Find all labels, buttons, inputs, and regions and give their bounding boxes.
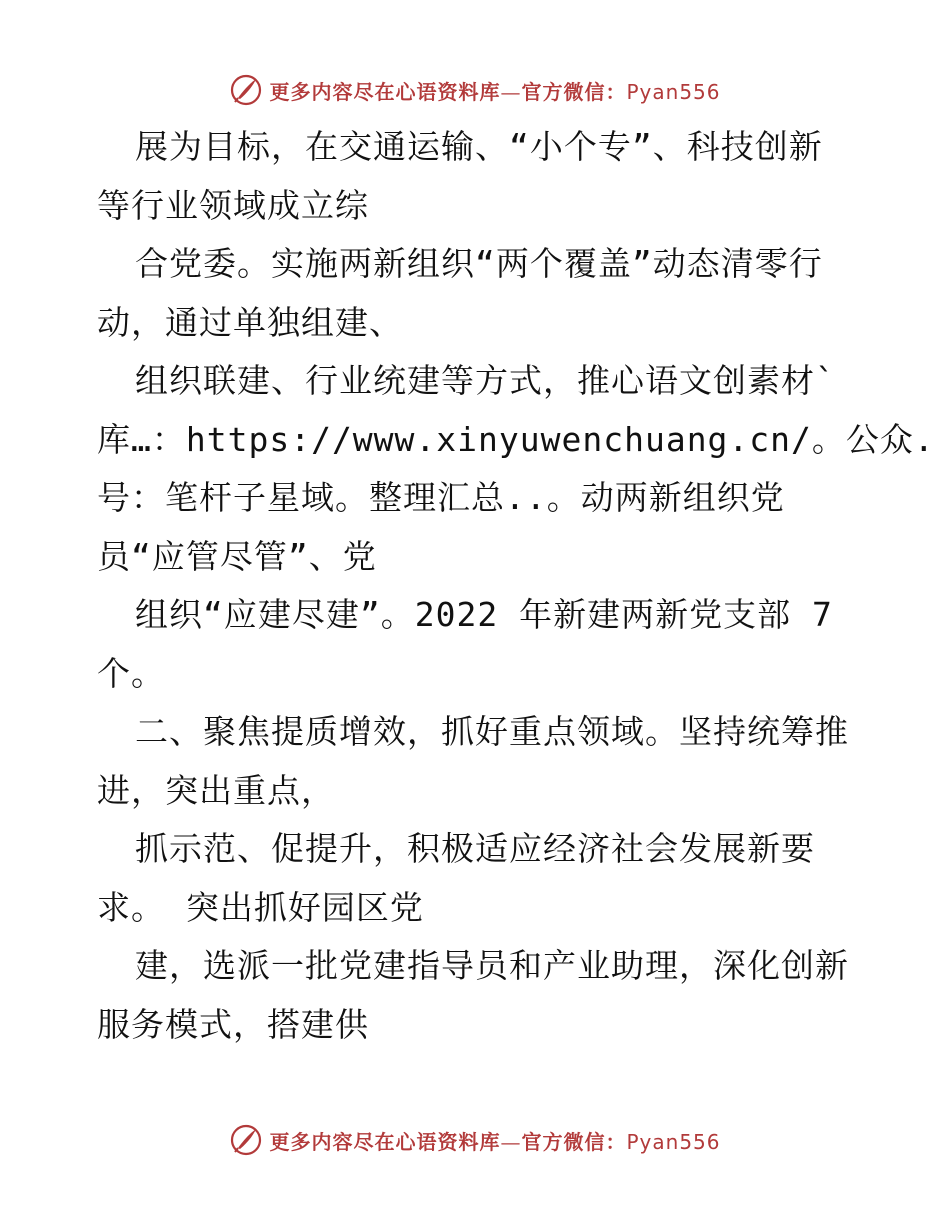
header-contact-id: Pyan556 xyxy=(626,79,721,104)
text-line: 个。 xyxy=(97,653,165,693)
text-line: 组织联建、行业统建等方式，推心语文创素材` xyxy=(135,361,836,400)
footer-brand-text: 更多内容尽在心语资料库 xyxy=(269,1129,501,1154)
footer-banner xyxy=(0,1120,950,1160)
text-line: 合党委。实施两新组织“两个覆盖”动态清零行 xyxy=(135,244,823,283)
footer-separator: — xyxy=(500,1129,522,1154)
feather-pen-icon xyxy=(229,1123,263,1157)
text-line: 二、聚焦提质增效，抓好重点领域。坚持统筹推 xyxy=(135,712,849,751)
text-line: 抓示范、促提升，积极适应经济社会发展新要 xyxy=(135,829,815,868)
header-banner xyxy=(0,70,950,110)
text-line: 号：笔杆子星域。整理汇总..。动两新组织党 xyxy=(97,478,785,517)
text-line: 服务模式，搭建供 xyxy=(97,1004,369,1044)
text-line: 员“应管尽管”、党 xyxy=(97,536,377,576)
header-brand-text: 更多内容尽在心语资料库 xyxy=(269,79,501,104)
feather-pen-icon xyxy=(229,73,263,107)
text-line: 进，突出重点， xyxy=(97,770,335,810)
text-line: 等行业领域成立综 xyxy=(97,185,369,225)
header-separator: — xyxy=(500,79,522,104)
body-text xyxy=(97,118,935,1054)
header-contact-text: 官方微信： xyxy=(521,79,627,104)
text-line: 库…：https://www.xinyuwenchuang.cn/。公众. xyxy=(97,419,935,459)
footer-contact-id: Pyan556 xyxy=(626,1129,721,1154)
text-line: 展为目标，在交通运输、“小个专”、科技创新 xyxy=(135,127,823,166)
text-line: 求。 突出抓好园区党 xyxy=(97,887,424,927)
text-line: 动，通过单独组建、 xyxy=(97,302,403,342)
text-line: 建，选派一批党建指导员和产业助理，深化创新 xyxy=(135,946,849,985)
text-line: 组织“应建尽建”。2022 年新建两新党支部 7 xyxy=(135,595,833,634)
footer-contact-text: 官方微信： xyxy=(521,1129,627,1154)
